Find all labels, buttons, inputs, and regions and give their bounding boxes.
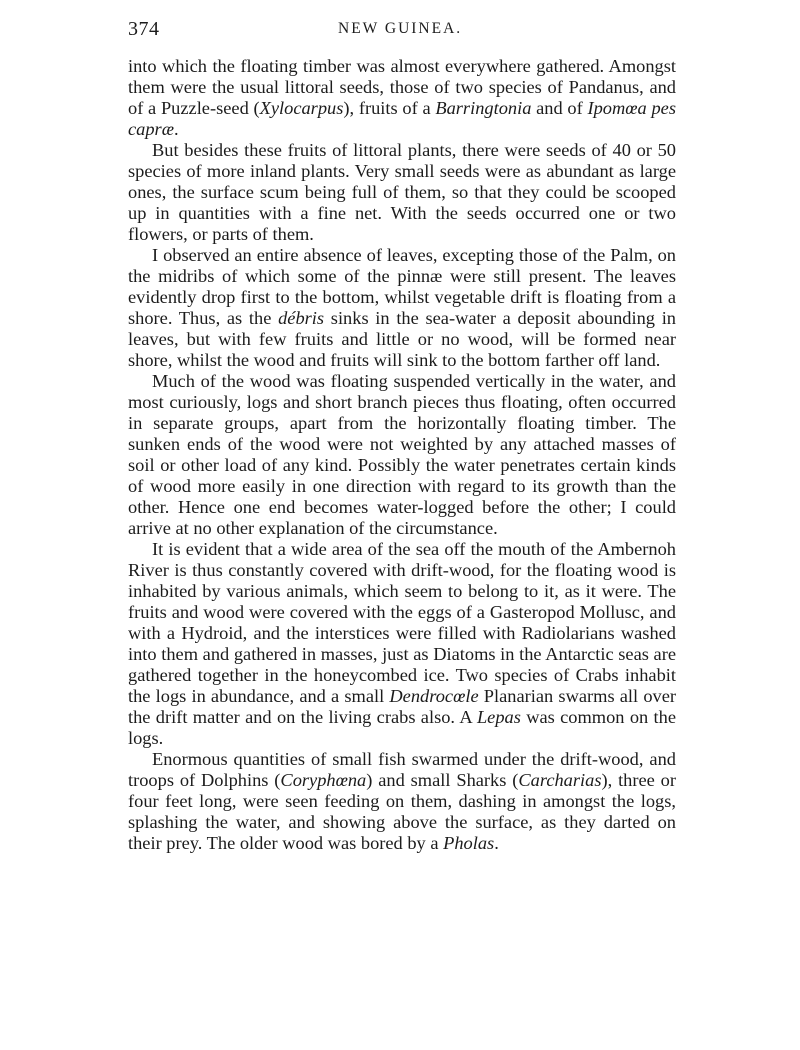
page-header bbox=[128, 16, 676, 50]
text-run: and of bbox=[531, 98, 588, 118]
italic-term: Carcharias bbox=[518, 770, 602, 790]
text-run: Planarian swarms all over the drift matter and on the living crabs also. A bbox=[128, 686, 676, 727]
italic-term: Pholas bbox=[443, 833, 495, 853]
text-run: ), three or four feet long, were seen feeding on them, dashing in amongst the logs, splashing the water, and showing above the surface, as they darted on their prey. The older wood was bored by a bbox=[128, 770, 676, 853]
paragraph-floating-wood bbox=[128, 371, 676, 539]
italic-term: débris bbox=[278, 308, 325, 328]
italic-term: Dendrocœle bbox=[389, 686, 479, 706]
text-run: But besides these fruits of littoral plants, there were seeds of 40 or 50 species of more inland plants. Very small seeds were as abundant as large ones, the surface scum being full of them, so that they could be scooped up in quantities with a fine net. With the seeds occurred one or two flowers, or parts of them. bbox=[128, 140, 676, 244]
text-run: ), fruits of a bbox=[343, 98, 436, 118]
italic-term: Ipomœa pes capræ bbox=[128, 98, 676, 139]
italic-term: Coryphœna bbox=[280, 770, 367, 790]
text-run: Much of the wood was floating suspended vertically in the water, and most curiously, logs and short branch pieces thus floating, often occurred in separate groups, apart from the horizontally floating timber. The sunken ends of the wood were not weighted by any attached masses of soil or other load of any kind. Possibly the water penetrates certain kinds of wood more easily in one direction with regard to its growth than the other. Hence one end becomes water-logged before the other; I could arrive at no other explanation of the circumstance. bbox=[128, 371, 676, 538]
text-run: was common on the logs. bbox=[128, 707, 676, 748]
text-run: ) and small Sharks ( bbox=[366, 770, 519, 790]
italic-term: Xylocarpus bbox=[259, 98, 344, 118]
text-run: sinks in the sea-water a deposit abounding in leaves, but with few fruits and little or no wood, will be formed near shore, whilst the wood and fruits will sink to the bottom farther off land. bbox=[128, 308, 676, 370]
book-page bbox=[128, 16, 676, 854]
text-run: I observed an entire absence of leaves, excepting those of the Palm, on the midribs of which some of the pinnæ were still present. The leaves evidently drop first to the bottom, whilst vegetable drift is floating from a shore. Thus, as the bbox=[128, 245, 676, 328]
text-run: Enormous quantities of small fish swarmed under the drift-wood, and troops of Dolphins ( bbox=[128, 749, 676, 790]
text-run: . bbox=[494, 833, 499, 853]
paragraph-ambernoh-river bbox=[128, 539, 676, 749]
text-run: into which the floating timber was almost everywhere gathered. Amongst them were the usual littoral seeds, those of two species of Pandanus, and of a Puzzle-seed ( bbox=[128, 56, 676, 118]
paragraph-continuation bbox=[128, 56, 676, 140]
italic-term: Lepas bbox=[476, 707, 521, 727]
text-run: It is evident that a wide area of the sea off the mouth of the Ambernoh River is thus constantly covered with drift-wood, for the floating wood is inhabited by various animals, which seem to belong to it, as it were. The fruits and wood were covered with the eggs of a Gasteropod Mollusc, and with a Hydroid, and the interstices were filled with Radiolarians washed into them and gathered in masses, just as Diatoms in the Antarctic seas are gathered together in the honeycombed ice. Two species of Crabs inhabit the logs in abundance, and a small bbox=[128, 539, 676, 706]
paragraph-fish-and-sharks bbox=[128, 749, 676, 854]
page-number: 374 bbox=[128, 18, 160, 40]
running-title: NEW GUINEA. bbox=[338, 20, 463, 37]
paragraph-inland-seeds bbox=[128, 140, 676, 245]
italic-term: Barringtonia bbox=[435, 98, 532, 118]
paragraph-leaves bbox=[128, 245, 676, 371]
text-run: . bbox=[173, 119, 179, 139]
